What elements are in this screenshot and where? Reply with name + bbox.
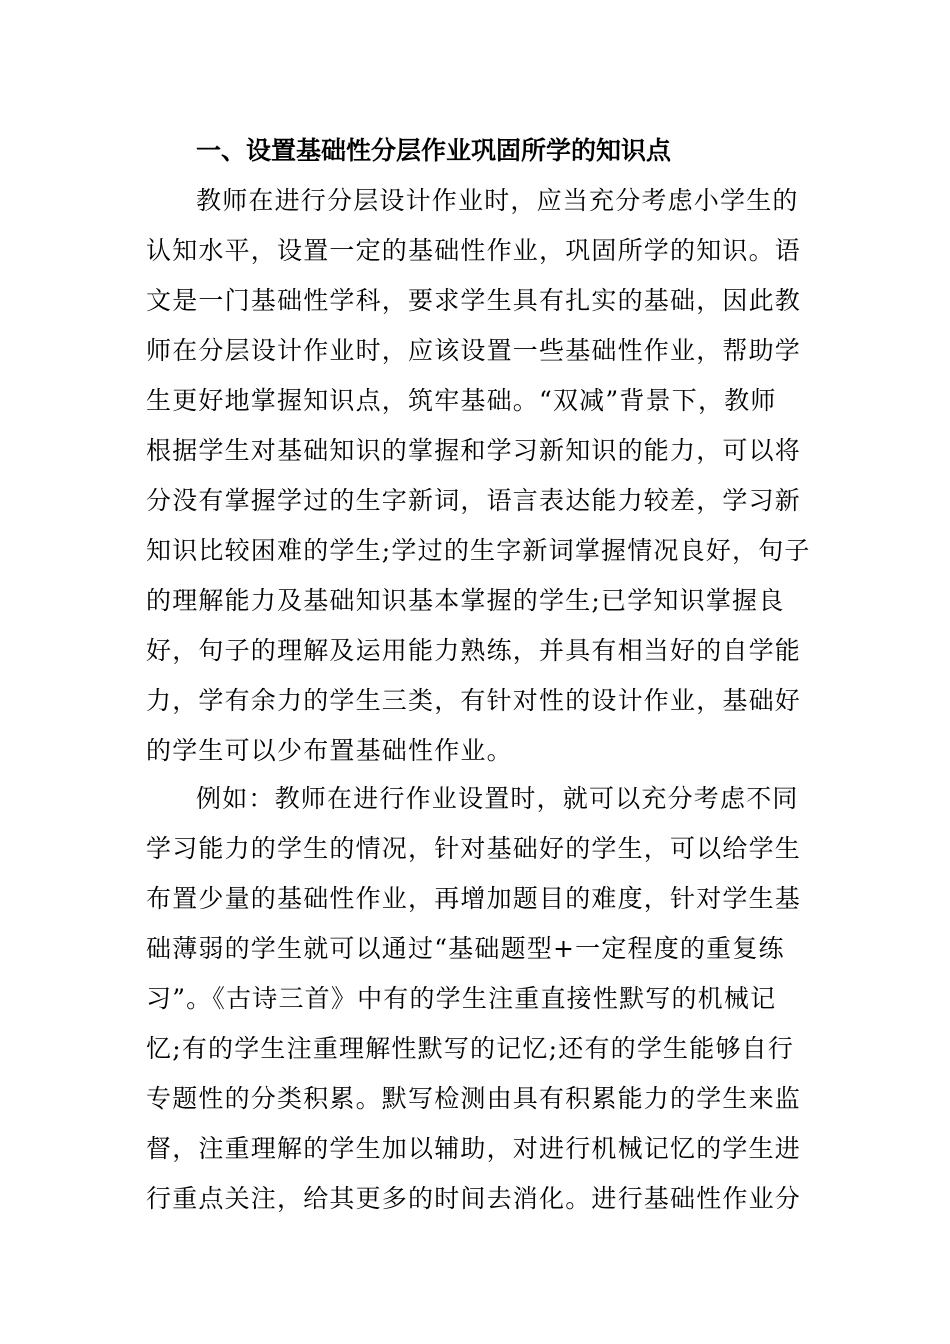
paragraph-1 [146, 176, 811, 776]
paragraph-line: 布置少量的基础性作业，再增加题目的难度，针对学生基 [146, 884, 802, 913]
paragraph-line: 专题性的分类积累。默写检测由具有积累能力的学生来监 [146, 1084, 802, 1113]
paragraph-line: 例如：教师在进行作业设置时，就可以充分考虑不同 [196, 784, 799, 813]
paragraph-line: 生更好地掌握知识点，筑牢基础。“双减”背景下，教师 [146, 386, 777, 415]
paragraph-line: 知识比较困难的学生;学过的生字新词掌握情况良好，句子 [146, 536, 811, 565]
paragraph-line: 础薄弱的学生就可以通过“基础题型+一定程度的重复练 [146, 934, 785, 963]
paragraph-line: 的理解能力及基础知识基本掌握的学生;已学知识掌握良 [146, 586, 785, 615]
paragraph-line: 教师在进行分层设计作业时，应当充分考虑小学生的 [196, 186, 799, 215]
paragraph-line: 师在分层设计作业时，应该设置一些基础性作业，帮助学 [146, 336, 802, 365]
paragraph-line: 分没有掌握学过的生字新词，语言表达能力较差，学习新 [146, 486, 802, 515]
paragraph-line: 认知水平，设置一定的基础性作业，巩固所学的知识。语 [146, 236, 802, 265]
paragraph-2 [146, 774, 802, 1224]
paragraph-line: 根据学生对基础知识的掌握和学习新知识的能力，可以将 [146, 436, 802, 465]
paragraph-line: 习”。《古诗三首》中有的学生注重直接性默写的机械记 [146, 984, 777, 1013]
paragraph-line: 好，句子的理解及运用能力熟练，并具有相当好的自学能 [146, 636, 802, 665]
paragraph-line: 学习能力的学生的情况，针对基础好的学生，可以给学生 [146, 834, 802, 863]
paragraph-line: 行重点关注，给其更多的时间去消化。进行基础性作业分 [146, 1184, 802, 1213]
paragraph-line: 督，注重理解的学生加以辅助，对进行机械记忆的学生进 [146, 1134, 802, 1163]
paragraph-line: 力，学有余力的学生三类，有针对性的设计作业，基础好 [146, 686, 802, 715]
paragraph-line: 的学生可以少布置基础性作业。 [146, 736, 513, 765]
paragraph-line: 文是一门基础性学科，要求学生具有扎实的基础，因此教 [146, 286, 802, 315]
section-heading: 一、设置基础性分层作业巩固所学的知识点 [196, 136, 672, 165]
paragraph-line: 忆;有的学生注重理解性默写的记忆;还有的学生能够自行 [146, 1034, 795, 1063]
